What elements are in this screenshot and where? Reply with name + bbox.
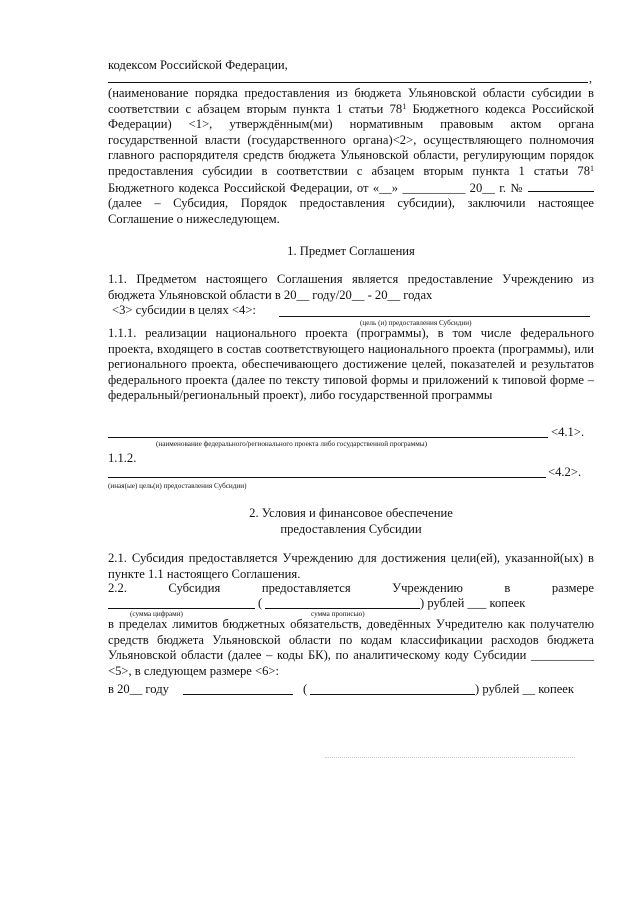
- paragraph-2-2-cont: [108, 617, 594, 679]
- year-rubles-kopecks: ) рублей __ копеек: [475, 682, 575, 696]
- sum-digits-underline[interactable]: [108, 608, 255, 609]
- paragraph-2-1: [108, 551, 594, 582]
- clause-1-1-tail: <3> субсидии в целях <4>:: [112, 303, 256, 317]
- ref-4-2: <4.2>.: [548, 465, 582, 479]
- procedure-text-c: Бюджетного кодекса Российской Федерации, от «__» __________ 20__ г. №: [108, 180, 524, 195]
- year-label: в 20__ году: [108, 682, 169, 696]
- note-project: (наименование федерального/регионального проекта либо государственной программы): [156, 440, 427, 448]
- procedure-text-a: (наименование порядка предоставления из бюджета Ульяновской области субсидии в соответствии с абзацем вторым пункта 1 статьи 78: [108, 86, 594, 116]
- clause-1-1-1-text: 1.1.1. реализации национального проекта (программы), в том числе федерального проекта, входящего в состав соответствующего национального проекта (программы), или регионального проекта, обеспечивающего достижение целей, показателей и результатов федерального проекта (далее по тексту типовой формы и приложений к типовой форме – федеральный/региональный проект), либо государственной программы: [108, 326, 594, 403]
- note-goal: (цель (и) предоставления Субсидии): [360, 319, 472, 327]
- procedure-text-d: (далее – Субсидия, Порядок предоставления субсидии), заключили настоящее Соглашение о нижеследующем.: [108, 196, 594, 226]
- clause-2-2-text: 2.2. Субсидия предоставляется Учреждению в размере: [108, 581, 594, 595]
- paragraph-2-2: [108, 581, 594, 597]
- number-blank[interactable]: [528, 180, 594, 192]
- superscript-2: 1: [590, 163, 594, 173]
- year-digits-underline[interactable]: [183, 694, 293, 695]
- superscript-1: 1: [402, 101, 407, 111]
- paragraph-1-1: [108, 272, 594, 303]
- open-paren: (: [258, 596, 263, 610]
- clause-2-1-text: 2.1. Субсидия предоставляется Учреждению для достижения цели(ей), указанной(ых) в пункте 1.1 настоящего Соглашения.: [108, 551, 594, 581]
- paragraph-1-1-1: [108, 326, 594, 404]
- note-other-goal: (иная(ые) цель(и) предоставления Субсидии): [108, 482, 247, 490]
- goal-underline[interactable]: [279, 316, 590, 317]
- clause-2-2-cont-text: в пределах лимитов бюджетных обязательств, доведённых Учредителю как получателю средств бюджета Ульяновской области по кодам классификации расходов бюджета Ульяновской области (далее – коды БК), по аналитическому коду Субсидии __________ <5>, в следующем размере <6>:: [108, 617, 594, 678]
- year-words-underline[interactable]: [310, 694, 475, 695]
- section-heading-2b: предоставления Субсидии: [280, 522, 422, 536]
- year-open-paren: (: [303, 682, 308, 696]
- procedure-text-b: Бюджетного кодекса Российской Федерации) <1>, утверждённым(ми) нормативным правовым актом органа государственной власти (государственного органа)<2>, осуществляющего полномочия главного распорядителя средств бюджета Ульяновской области, регулирующим порядок предоставления субсидии в соответствии с абзацем вторым пункта 1 статьи 78: [108, 101, 594, 178]
- scan-artifact: [325, 757, 575, 760]
- other-goal-underline[interactable]: [108, 477, 546, 478]
- underline-procedure-name: [108, 82, 588, 83]
- rubles-kopecks: ) рублей ___ копеек: [420, 596, 526, 610]
- project-underline[interactable]: [108, 437, 548, 438]
- note-sum-digits: (сумма цифрами): [130, 610, 183, 618]
- comma: ,: [589, 71, 592, 85]
- text-line-codex: кодексом Российской Федерации,: [108, 58, 288, 72]
- ref-4-1: <4.1>.: [551, 425, 585, 439]
- clause-1-1-text: 1.1. Предметом настоящего Соглашения является предоставление Учреждению из бюджета Ульяновской области в 20__ году/20__ - 20__ годах: [108, 272, 594, 302]
- paragraph-procedure: [108, 86, 594, 227]
- section-heading-2a: 2. Условия и финансовое обеспечение: [249, 506, 453, 520]
- note-sum-words: сумма прописью): [311, 610, 365, 618]
- sum-words-underline[interactable]: [265, 608, 420, 609]
- section-heading-1: 1. Предмет Соглашения: [287, 244, 415, 258]
- clause-1-1-2-label: 1.1.2.: [108, 451, 137, 465]
